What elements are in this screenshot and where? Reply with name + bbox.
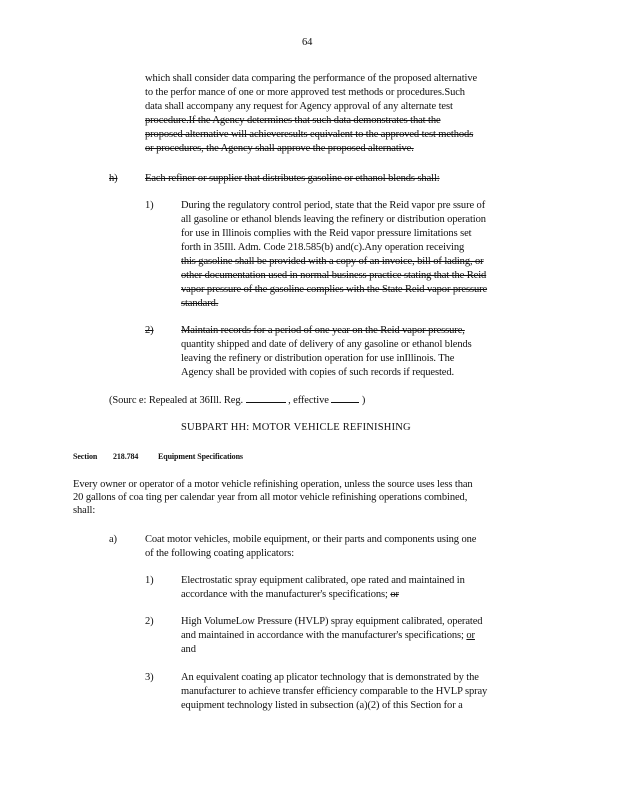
sub-2-marker: 2) xyxy=(145,616,154,627)
item-1-struck-line: standard. xyxy=(181,298,219,309)
item-2-line: leaving the refinery or distribution operation for use inIllinois. The xyxy=(181,353,455,364)
sub-1-line-2 xyxy=(181,588,399,602)
source-note-prefix: (Sourc e: Repealed at 36Ill. Reg. xyxy=(109,395,244,406)
sub-3-line: equipment technology listed in subsection (a)(2) of this Section for a xyxy=(181,700,463,711)
sub-1-struck-or: or xyxy=(390,589,399,600)
item-1-line: for use in Illinois complies with the Reid vapor pressure limitations set xyxy=(181,228,472,239)
item-1-line: During the regulatory control period, state that the Reid vapor pre ssure of xyxy=(181,200,486,211)
item-h-text: Each refiner or supplier that distributes gasoline or ethanol blends shall: xyxy=(145,173,440,184)
sub-2-line-2 xyxy=(181,629,475,643)
section-heading-title: Equipment Specifications xyxy=(158,452,243,461)
item-1-struck-line: this gasoline shall be provided with a copy of an invoice, bill of lading, or xyxy=(181,256,484,267)
intro-line: 20 gallons of coa ting per calendar year from all motor vehicle refinishing operations combined, xyxy=(73,492,468,503)
item-1-line: all gasoline or ethanol blends leaving the refinery or distribution operation xyxy=(181,214,486,225)
blank-line xyxy=(331,393,359,403)
source-note xyxy=(109,393,365,408)
para1-line: data shall accompany any request for Agency approval of any alternate test xyxy=(145,101,453,112)
sub-3-marker: 3) xyxy=(145,672,154,683)
sub-3-line: manufacturer to achieve transfer efficiency comparable to the HVLP spray xyxy=(181,686,488,697)
item-2-line: quantity shipped and date of delivery of any gasoline or ethanol blends xyxy=(181,339,472,350)
sub-2-line-3: and xyxy=(181,644,196,655)
para1-struck-line: or procedures, the Agency shall approve the proposed alternative. xyxy=(145,143,414,154)
item-a-marker: a) xyxy=(109,534,117,545)
item-1-struck-line: vapor pressure of the gasoline complies with the State Reid vapor pressure xyxy=(181,284,488,295)
source-note-middle: , effective xyxy=(288,395,329,406)
para1-line: which shall consider data comparing the performance of the proposed alternative xyxy=(145,73,478,84)
item-1-struck-line: other documentation used in normal business practice stating that the Reid xyxy=(181,270,487,281)
sub-1-line-text: accordance with the manufacturer's specifications; xyxy=(181,589,388,600)
item-2-marker: 2) xyxy=(145,325,154,336)
sub-2-line: High VolumeLow Pressure (HVLP) spray equipment calibrated, operated xyxy=(181,616,483,627)
sub-2-underlined-or: or xyxy=(466,630,475,641)
blank-line xyxy=(246,393,286,403)
sub-1-marker: 1) xyxy=(145,575,154,586)
section-heading-label: Section xyxy=(73,452,98,461)
sub-1-line: Electrostatic spray equipment calibrated, ope rated and maintained in xyxy=(181,575,465,586)
item-a-line: Coat motor vehicles, mobile equipment, or their parts and components using one xyxy=(145,534,477,545)
intro-line: shall: xyxy=(73,505,96,516)
source-note-suffix: ) xyxy=(361,395,366,406)
subpart-title: SUBPART HH: MOTOR VEHICLE REFINISHING xyxy=(181,422,411,433)
sub-2-line-text: and maintained in accordance with the manufacturer's specifications; xyxy=(181,630,464,641)
sub-3-line: An equivalent coating ap plicator technology that is demonstrated by the xyxy=(181,672,479,683)
item-2-struck-line: Maintain records for a period of one year on the Reid vapor pressure, xyxy=(181,325,465,336)
item-1-line: forth in 35Ill. Adm. Code 218.585(b) and(c).Any operation receiving xyxy=(181,242,465,253)
section-heading-number: 218.784 xyxy=(113,452,139,461)
item-1-marker: 1) xyxy=(145,200,154,211)
para1-struck-line: proposed alternative will achieveresults equivalent to the approved test methods xyxy=(145,129,474,140)
page-number: 64 xyxy=(302,37,313,48)
item-h-marker: h) xyxy=(109,173,118,184)
para1-line: to the perfor mance of one or more approved test methods or procedures.Such xyxy=(145,87,465,98)
intro-line: Every owner or operator of a motor vehicle refinishing operation, unless the source uses less than xyxy=(73,479,473,490)
item-2-line: Agency shall be provided with copies of such records if requested. xyxy=(181,367,455,378)
para1-struck-line: procedure.If the Agency determines that such data demonstrates that the xyxy=(145,115,441,126)
item-a-line: of the following coating applicators: xyxy=(145,548,295,559)
